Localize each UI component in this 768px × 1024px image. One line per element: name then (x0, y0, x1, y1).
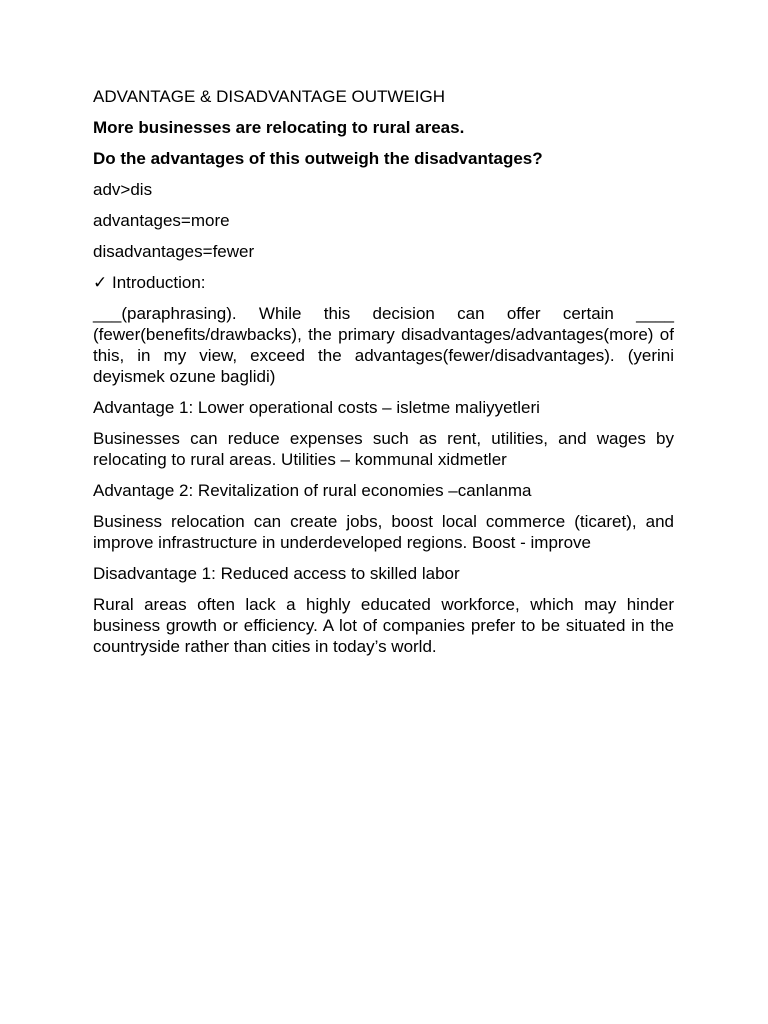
note-disadvantages: disadvantages=fewer (93, 242, 255, 261)
introduction-paragraph: ___(paraphrasing). While this decision can offer certain ____ (fewer(benefits/drawbacks), the primary disadvantages/advantages(more) of this, in my view, exceed the advantages(fewer/disadvantages). (yerini deyismek ozune baglidi) (93, 304, 674, 386)
document-body (93, 86, 674, 667)
advantage-2-paragraph: Business relocation can create jobs, boost local commerce (ticaret), and improve infrastructure in underdeveloped regions. Boost - improve (93, 512, 674, 552)
disadvantage-1-title: Disadvantage 1: Reduced access to skilled labor (93, 564, 460, 583)
advantage-1-paragraph: Businesses can reduce expenses such as rent, utilities, and wages by relocating to rural areas. Utilities – kommunal xidmetler (93, 429, 674, 469)
prompt-question: Do the advantages of this outweigh the disadvantages? (93, 149, 543, 168)
introduction-label: ✓ Introduction: (93, 273, 206, 292)
advantage-1-title: Advantage 1: Lower operational costs – isletme maliyyetleri (93, 398, 540, 417)
disadvantage-1-paragraph: Rural areas often lack a highly educated workforce, which may hinder business growth or efficiency. A lot of companies prefer to be situated in the countryside rather than cities in today’s world. (93, 595, 674, 656)
note-advantages: advantages=more (93, 211, 230, 230)
prompt-statement: More businesses are relocating to rural areas. (93, 118, 465, 137)
advantage-2-title: Advantage 2: Revitalization of rural economies –canlanma (93, 481, 532, 500)
document-heading: ADVANTAGE & DISADVANTAGE OUTWEIGH (93, 87, 446, 106)
note-adv-dis: adv>dis (93, 180, 153, 199)
